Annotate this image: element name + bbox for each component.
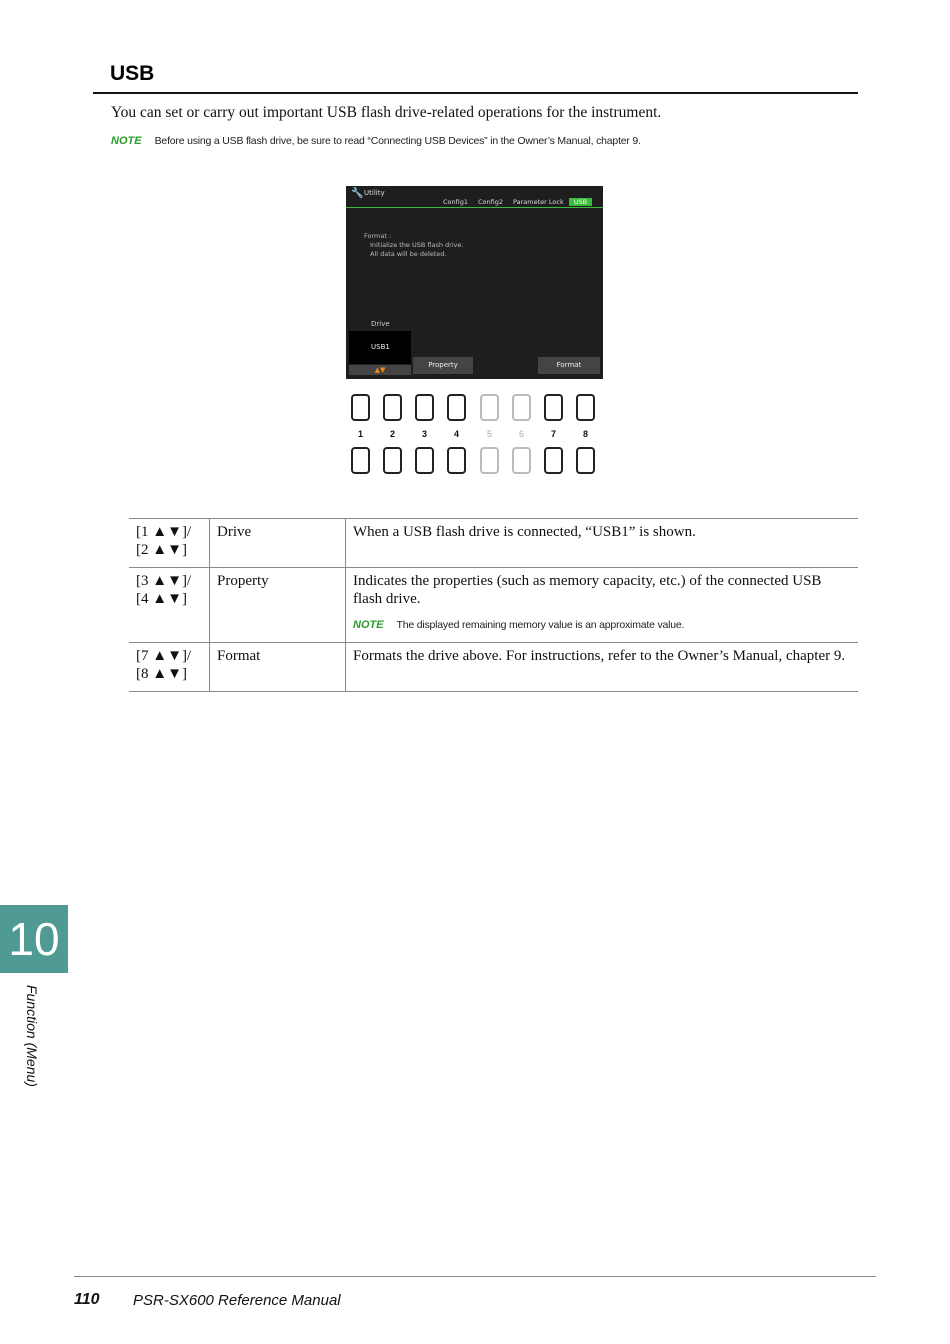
drive-arrows-icon[interactable]: ▲▼ bbox=[349, 365, 411, 375]
format-info bbox=[364, 232, 464, 259]
panel-button-2-down[interactable] bbox=[383, 447, 402, 474]
tab-usb[interactable]: USB bbox=[569, 198, 592, 206]
name-cell: Format bbox=[210, 643, 346, 692]
drive-value: USB1 bbox=[371, 343, 390, 351]
keys-line: [1 ▲▼]/ bbox=[136, 524, 192, 540]
description-text: Indicates the properties (such as memory capacity, etc.) of the connected USB flash drive. bbox=[353, 573, 822, 607]
manual-title: PSR-SX600 Reference Manual bbox=[133, 1292, 341, 1309]
tab-underline bbox=[346, 207, 603, 208]
parameter-table bbox=[129, 518, 858, 692]
keys-cell bbox=[129, 568, 210, 643]
title-rule bbox=[93, 92, 858, 94]
table-row bbox=[129, 519, 858, 568]
panel-button-4-down[interactable] bbox=[447, 447, 466, 474]
panel-button-3-down[interactable] bbox=[415, 447, 434, 474]
intro-text: You can set or carry out important USB flash drive-related operations for the instrument. bbox=[111, 104, 662, 121]
panel-button-5-up bbox=[480, 394, 499, 421]
panel-number-6: 6 bbox=[518, 429, 524, 439]
panel-number-4: 4 bbox=[453, 429, 459, 439]
tab-config1[interactable]: Config1 bbox=[443, 198, 468, 206]
panel-button-7-up[interactable] bbox=[544, 394, 563, 421]
keys-cell bbox=[129, 643, 210, 692]
description-cell: When a USB flash drive is connected, “USB1” is shown. bbox=[346, 519, 859, 568]
panel-number-7: 7 bbox=[550, 429, 556, 439]
chapter-label: Function (Menu) bbox=[24, 985, 40, 1087]
panel-number-5: 5 bbox=[486, 429, 492, 439]
keys-line: [7 ▲▼]/ bbox=[136, 648, 192, 664]
note-label: NOTE bbox=[111, 135, 142, 147]
panel-number-3: 3 bbox=[421, 429, 427, 439]
section-title: USB bbox=[110, 62, 155, 85]
screen-title: Utility bbox=[364, 189, 385, 197]
drive-label: Drive bbox=[371, 320, 390, 328]
description-cell: Formats the drive above. For instructions, refer to the Owner’s Manual, chapter 9. bbox=[346, 643, 859, 692]
keys-line: [2 ▲▼] bbox=[136, 542, 187, 558]
note-text: The displayed remaining memory value is an approximate value. bbox=[396, 619, 685, 631]
format-button[interactable]: Format bbox=[538, 357, 600, 374]
page-number: 110 bbox=[74, 1291, 100, 1308]
property-button[interactable]: Property bbox=[413, 357, 473, 374]
description-cell bbox=[346, 568, 859, 643]
table-row bbox=[129, 568, 858, 643]
table-row bbox=[129, 643, 858, 692]
panel-button-5-down bbox=[480, 447, 499, 474]
note bbox=[111, 135, 641, 147]
keys-line: [4 ▲▼] bbox=[136, 591, 187, 607]
format-line1: Initialize the USB flash drive. bbox=[370, 241, 464, 249]
panel-button-4-up[interactable] bbox=[447, 394, 466, 421]
note-label: NOTE bbox=[353, 619, 384, 631]
format-heading: Format : bbox=[364, 232, 392, 240]
chapter-number: 10 bbox=[8, 913, 60, 965]
note-text: Before using a USB flash drive, be sure to read “Connecting USB Devices” in the Owner’s Manual, chapter 9. bbox=[154, 135, 641, 147]
name-cell: Drive bbox=[210, 519, 346, 568]
wrench-icon: 🔧 bbox=[351, 188, 364, 199]
panel-button-6-up bbox=[512, 394, 531, 421]
keys-line: [8 ▲▼] bbox=[136, 666, 187, 682]
panel-button-7-down[interactable] bbox=[544, 447, 563, 474]
screen-tabs bbox=[438, 198, 592, 206]
utility-screen bbox=[346, 186, 603, 379]
panel-number-2: 2 bbox=[389, 429, 395, 439]
keys-cell bbox=[129, 519, 210, 568]
panel-button-1-down[interactable] bbox=[351, 447, 370, 474]
panel-button-8-down[interactable] bbox=[576, 447, 595, 474]
tab-config2[interactable]: Config2 bbox=[478, 198, 503, 206]
cell-note bbox=[353, 616, 851, 634]
panel-button-3-up[interactable] bbox=[415, 394, 434, 421]
format-line2: All data will be deleted. bbox=[370, 250, 447, 258]
footer-rule bbox=[74, 1276, 876, 1277]
tab-parameter-lock[interactable]: Parameter Lock bbox=[513, 198, 564, 206]
name-cell: Property bbox=[210, 568, 346, 643]
panel-number-8: 8 bbox=[582, 429, 588, 439]
keys-line: [3 ▲▼]/ bbox=[136, 573, 192, 589]
panel-button-8-up[interactable] bbox=[576, 394, 595, 421]
panel-number-1: 1 bbox=[357, 429, 363, 439]
panel-button-1-up[interactable] bbox=[351, 394, 370, 421]
panel-button-6-down bbox=[512, 447, 531, 474]
panel-button-2-up[interactable] bbox=[383, 394, 402, 421]
